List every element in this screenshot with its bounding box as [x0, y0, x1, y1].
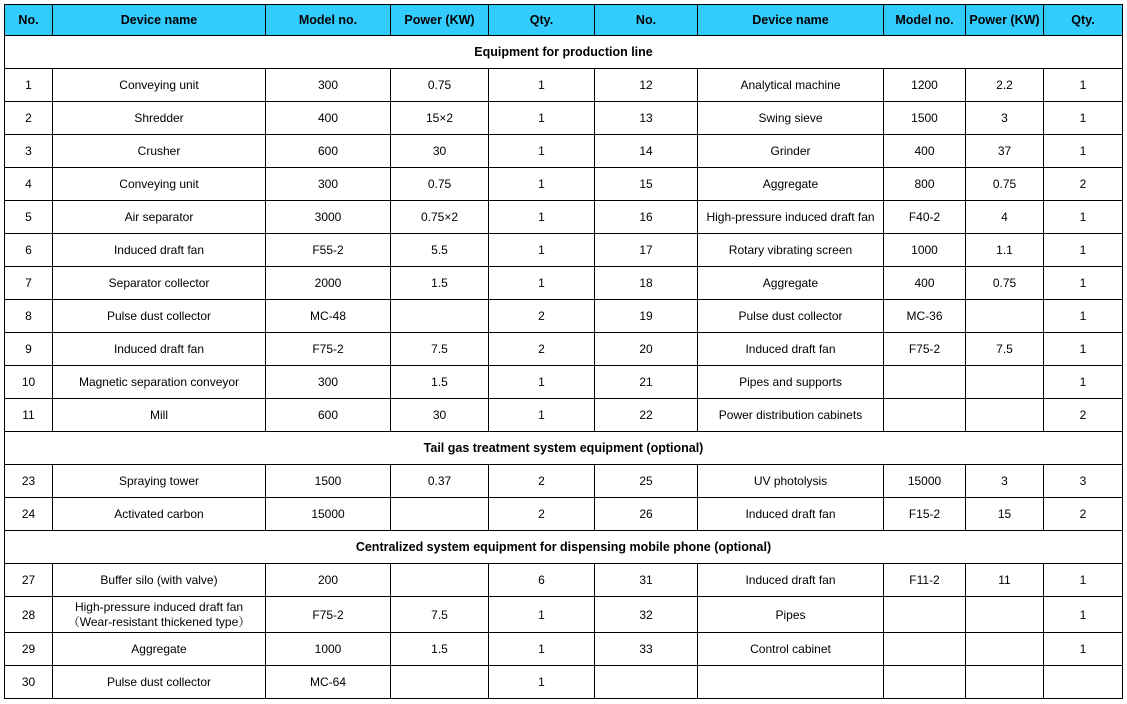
right-qty-cell: 1 — [1044, 300, 1123, 333]
right-name-cell: Induced draft fan — [698, 498, 884, 531]
right-qty-cell — [1044, 666, 1123, 699]
table-row — [5, 366, 1123, 399]
right-qty-cell: 1 — [1044, 102, 1123, 135]
right-name-cell: Pipes and supports — [698, 366, 884, 399]
right-qty-cell: 2 — [1044, 498, 1123, 531]
section-title: Tail gas treatment system equipment (optional) — [5, 432, 1123, 465]
right-name-cell: Control cabinet — [698, 633, 884, 666]
right-model-cell — [884, 597, 966, 633]
right-name-cell: Rotary vibrating screen — [698, 234, 884, 267]
right-qty-cell: 2 — [1044, 399, 1123, 432]
left-no-cell: 8 — [5, 300, 53, 333]
header-device-name-right: Device name — [698, 5, 884, 36]
left-name-cell: Aggregate — [53, 633, 266, 666]
table-row — [5, 465, 1123, 498]
left-name-cell: Magnetic separation conveyor — [53, 366, 266, 399]
table-row — [5, 102, 1123, 135]
left-qty-cell: 1 — [489, 201, 595, 234]
right-name-cell: High-pressure induced draft fan — [698, 201, 884, 234]
table-row — [5, 498, 1123, 531]
left-power-cell: 0.37 — [391, 465, 489, 498]
right-model-cell — [884, 666, 966, 699]
right-no-cell: 19 — [595, 300, 698, 333]
header-qty-right: Qty. — [1044, 5, 1123, 36]
left-model-cell: 15000 — [266, 498, 391, 531]
right-power-cell — [966, 633, 1044, 666]
left-model-cell: F75-2 — [266, 333, 391, 366]
left-power-cell: 1.5 — [391, 366, 489, 399]
right-power-cell: 15 — [966, 498, 1044, 531]
table-row — [5, 633, 1123, 666]
left-qty-cell: 6 — [489, 564, 595, 597]
left-power-cell — [391, 564, 489, 597]
left-name-cell: Shredder — [53, 102, 266, 135]
header-model-no-right: Model no. — [884, 5, 966, 36]
left-power-cell: 7.5 — [391, 597, 489, 633]
right-no-cell: 22 — [595, 399, 698, 432]
right-model-cell: 400 — [884, 135, 966, 168]
left-no-cell: 30 — [5, 666, 53, 699]
left-no-cell: 9 — [5, 333, 53, 366]
left-model-cell: 400 — [266, 102, 391, 135]
left-no-cell: 11 — [5, 399, 53, 432]
table-row — [5, 300, 1123, 333]
left-model-cell: F55-2 — [266, 234, 391, 267]
left-qty-cell: 1 — [489, 135, 595, 168]
left-power-cell: 1.5 — [391, 267, 489, 300]
right-power-cell: 3 — [966, 102, 1044, 135]
left-qty-cell: 2 — [489, 465, 595, 498]
right-model-cell: MC-36 — [884, 300, 966, 333]
right-model-cell: F11-2 — [884, 564, 966, 597]
left-model-cell: 300 — [266, 69, 391, 102]
right-qty-cell: 1 — [1044, 564, 1123, 597]
section-row — [5, 36, 1123, 69]
left-model-cell: 600 — [266, 399, 391, 432]
right-power-cell: 7.5 — [966, 333, 1044, 366]
table-row — [5, 399, 1123, 432]
header-device-name: Device name — [53, 5, 266, 36]
left-qty-cell: 1 — [489, 168, 595, 201]
right-qty-cell: 3 — [1044, 465, 1123, 498]
left-qty-cell: 1 — [489, 666, 595, 699]
table-row — [5, 666, 1123, 699]
right-no-cell: 16 — [595, 201, 698, 234]
header-power: Power (KW) — [391, 5, 489, 36]
right-no-cell: 12 — [595, 69, 698, 102]
left-qty-cell: 1 — [489, 597, 595, 633]
left-name-cell: Crusher — [53, 135, 266, 168]
header-row — [5, 5, 1123, 36]
left-no-cell: 28 — [5, 597, 53, 633]
left-model-cell: 300 — [266, 366, 391, 399]
right-name-cell: Swing sieve — [698, 102, 884, 135]
table-row — [5, 597, 1123, 633]
left-name-cell: Mill — [53, 399, 266, 432]
left-no-cell: 6 — [5, 234, 53, 267]
right-power-cell: 3 — [966, 465, 1044, 498]
left-power-cell: 5.5 — [391, 234, 489, 267]
left-name-cell: Buffer silo (with valve) — [53, 564, 266, 597]
table-body — [5, 36, 1123, 699]
left-name-cell: Induced draft fan — [53, 333, 266, 366]
table-row — [5, 135, 1123, 168]
left-power-cell — [391, 498, 489, 531]
right-qty-cell: 1 — [1044, 267, 1123, 300]
right-model-cell: F75-2 — [884, 333, 966, 366]
right-no-cell: 14 — [595, 135, 698, 168]
right-qty-cell: 2 — [1044, 168, 1123, 201]
right-model-cell: F15-2 — [884, 498, 966, 531]
left-name-cell: Pulse dust collector — [53, 666, 266, 699]
left-name-cell: Induced draft fan — [53, 234, 266, 267]
right-power-cell — [966, 597, 1044, 633]
right-name-cell: Induced draft fan — [698, 333, 884, 366]
right-no-cell: 20 — [595, 333, 698, 366]
right-no-cell: 25 — [595, 465, 698, 498]
right-model-cell: 800 — [884, 168, 966, 201]
left-name-cell: Activated carbon — [53, 498, 266, 531]
right-no-cell: 26 — [595, 498, 698, 531]
left-no-cell: 5 — [5, 201, 53, 234]
table-row — [5, 333, 1123, 366]
header-no: No. — [5, 5, 53, 36]
right-name-cell: Pulse dust collector — [698, 300, 884, 333]
right-qty-cell: 1 — [1044, 69, 1123, 102]
section-title: Centralized system equipment for dispensing mobile phone (optional) — [5, 531, 1123, 564]
right-qty-cell: 1 — [1044, 201, 1123, 234]
left-model-cell: MC-48 — [266, 300, 391, 333]
left-no-cell: 24 — [5, 498, 53, 531]
left-name-cell: Spraying tower — [53, 465, 266, 498]
right-power-cell — [966, 300, 1044, 333]
right-power-cell: 4 — [966, 201, 1044, 234]
left-qty-cell: 2 — [489, 498, 595, 531]
right-no-cell: 31 — [595, 564, 698, 597]
right-qty-cell: 1 — [1044, 234, 1123, 267]
right-qty-cell: 1 — [1044, 366, 1123, 399]
left-model-cell: 2000 — [266, 267, 391, 300]
right-model-cell: 15000 — [884, 465, 966, 498]
device-name-line: High-pressure induced draft fan — [74, 599, 244, 614]
right-name-cell: Analytical machine — [698, 69, 884, 102]
right-name-cell: Power distribution cabinets — [698, 399, 884, 432]
section-row — [5, 432, 1123, 465]
left-qty-cell: 2 — [489, 300, 595, 333]
right-name-cell: Aggregate — [698, 168, 884, 201]
right-model-cell — [884, 399, 966, 432]
left-qty-cell: 1 — [489, 366, 595, 399]
header-no-right: No. — [595, 5, 698, 36]
right-power-cell: 0.75 — [966, 168, 1044, 201]
left-no-cell: 2 — [5, 102, 53, 135]
left-power-cell: 30 — [391, 135, 489, 168]
right-no-cell: 18 — [595, 267, 698, 300]
right-qty-cell: 1 — [1044, 597, 1123, 633]
right-power-cell — [966, 399, 1044, 432]
right-qty-cell: 1 — [1044, 633, 1123, 666]
left-qty-cell: 2 — [489, 333, 595, 366]
right-model-cell: F40-2 — [884, 201, 966, 234]
right-name-cell: Induced draft fan — [698, 564, 884, 597]
left-model-cell: 1500 — [266, 465, 391, 498]
header-qty: Qty. — [489, 5, 595, 36]
left-no-cell: 10 — [5, 366, 53, 399]
left-name-cell: Air separator — [53, 201, 266, 234]
left-qty-cell: 1 — [489, 633, 595, 666]
right-model-cell: 1200 — [884, 69, 966, 102]
section-title: Equipment for production line — [5, 36, 1123, 69]
right-no-cell: 15 — [595, 168, 698, 201]
right-power-cell: 37 — [966, 135, 1044, 168]
header-model-no: Model no. — [266, 5, 391, 36]
left-name-cell: Conveying unit — [53, 69, 266, 102]
left-model-cell: F75-2 — [266, 597, 391, 633]
left-name-cell: Pulse dust collector — [53, 300, 266, 333]
table-row — [5, 168, 1123, 201]
table-row — [5, 234, 1123, 267]
right-model-cell: 1500 — [884, 102, 966, 135]
left-name-cell — [53, 597, 266, 633]
left-model-cell: MC-64 — [266, 666, 391, 699]
left-qty-cell: 1 — [489, 267, 595, 300]
left-qty-cell: 1 — [489, 69, 595, 102]
right-power-cell — [966, 366, 1044, 399]
left-power-cell: 15×2 — [391, 102, 489, 135]
table-row — [5, 201, 1123, 234]
right-name-cell: Grinder — [698, 135, 884, 168]
left-model-cell: 200 — [266, 564, 391, 597]
right-no-cell: 17 — [595, 234, 698, 267]
right-power-cell: 11 — [966, 564, 1044, 597]
right-name-cell: UV photolysis — [698, 465, 884, 498]
right-name-cell: Aggregate — [698, 267, 884, 300]
left-model-cell: 3000 — [266, 201, 391, 234]
table-row — [5, 69, 1123, 102]
right-model-cell: 1000 — [884, 234, 966, 267]
right-power-cell — [966, 666, 1044, 699]
left-power-cell: 7.5 — [391, 333, 489, 366]
right-power-cell: 2.2 — [966, 69, 1044, 102]
right-no-cell — [595, 666, 698, 699]
right-model-cell: 400 — [884, 267, 966, 300]
section-row — [5, 531, 1123, 564]
left-name-cell: Separator collector — [53, 267, 266, 300]
left-model-cell: 300 — [266, 168, 391, 201]
left-name-cell: Conveying unit — [53, 168, 266, 201]
header-power-right: Power (KW) — [966, 5, 1044, 36]
right-model-cell — [884, 633, 966, 666]
left-qty-cell: 1 — [489, 102, 595, 135]
left-no-cell: 23 — [5, 465, 53, 498]
left-model-cell: 1000 — [266, 633, 391, 666]
table-row — [5, 564, 1123, 597]
left-qty-cell: 1 — [489, 399, 595, 432]
left-power-cell: 0.75 — [391, 69, 489, 102]
right-no-cell: 33 — [595, 633, 698, 666]
right-power-cell: 0.75 — [966, 267, 1044, 300]
right-power-cell: 1.1 — [966, 234, 1044, 267]
left-qty-cell: 1 — [489, 234, 595, 267]
left-power-cell — [391, 666, 489, 699]
right-no-cell: 21 — [595, 366, 698, 399]
left-no-cell: 4 — [5, 168, 53, 201]
left-no-cell: 1 — [5, 69, 53, 102]
left-no-cell: 29 — [5, 633, 53, 666]
right-no-cell: 32 — [595, 597, 698, 633]
left-power-cell: 30 — [391, 399, 489, 432]
left-no-cell: 7 — [5, 267, 53, 300]
equipment-table — [4, 4, 1123, 699]
right-no-cell: 13 — [595, 102, 698, 135]
left-power-cell — [391, 300, 489, 333]
right-qty-cell: 1 — [1044, 135, 1123, 168]
left-model-cell: 600 — [266, 135, 391, 168]
table-row — [5, 267, 1123, 300]
left-power-cell: 0.75 — [391, 168, 489, 201]
device-name-note: （Wear-resistant thickened type） — [67, 614, 251, 629]
left-no-cell: 3 — [5, 135, 53, 168]
left-no-cell: 27 — [5, 564, 53, 597]
left-power-cell: 0.75×2 — [391, 201, 489, 234]
right-name-cell: Pipes — [698, 597, 884, 633]
right-qty-cell: 1 — [1044, 333, 1123, 366]
right-model-cell — [884, 366, 966, 399]
left-power-cell: 1.5 — [391, 633, 489, 666]
right-name-cell — [698, 666, 884, 699]
